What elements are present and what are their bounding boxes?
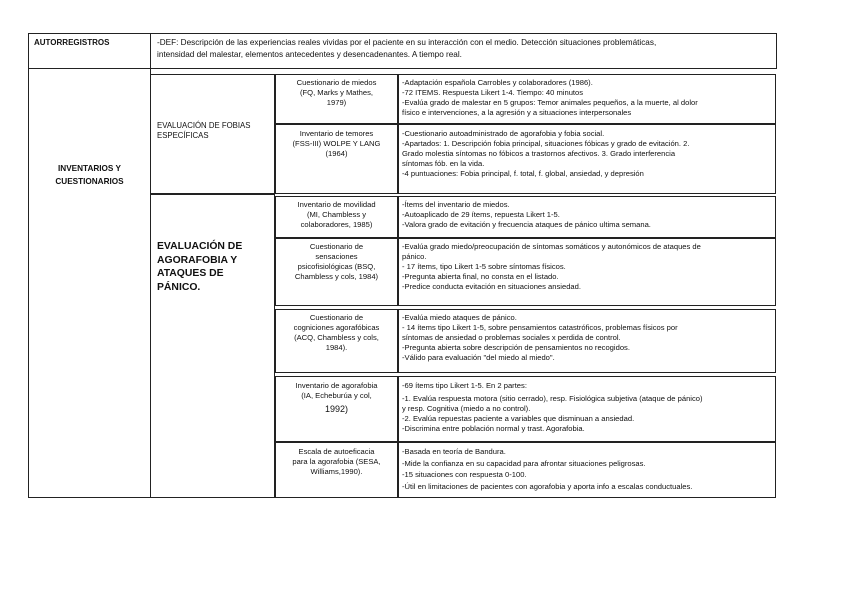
def-line: intensidad del malestar, elementos antecedentes y desencadenantes. A tiempo real. <box>157 50 462 59</box>
instrument-name-line: 1992) <box>324 404 349 414</box>
instrument-name-line: Cuestionario de miedos <box>296 78 377 87</box>
desc-line: Grado molestia síntomas no fóbicos a trastornos afectivos. 3. Grado interferencia <box>402 149 676 158</box>
instrument-description <box>402 129 689 179</box>
desc-line: físico e intervenciones, a la agresión y a situaciones interpersonales <box>402 108 632 117</box>
desc-line: -1. Evalúa respuesta motora (sitio cerrado), resp. Fisiológica subjetiva (ataque de pánico) <box>402 394 703 403</box>
section-label-cell <box>28 68 151 498</box>
desc-line: -4 puntuaciones: Fobia principal, f. total, f. global, ansiedad, y depresión <box>402 169 644 178</box>
instrument-description <box>402 313 678 363</box>
instrument-name-line: (IA, Echeburúa y col, <box>301 391 372 400</box>
desc-line: -Evalúa grado de malestar en 5 grupos: Temor animales pequeños, a la muerte, al dolor <box>402 98 698 107</box>
instrument-name-line: sensaciones <box>315 252 358 261</box>
instrument-name-line: 1984). <box>325 343 348 352</box>
instrument-name-line: Williams,1990). <box>310 467 363 476</box>
desc-line: -Autoaplicado de 29 ítems, repuesta Likert 1-5. <box>402 210 560 219</box>
instrument-name-line: (FQ, Marks y Mathes, <box>300 88 373 97</box>
desc-line: -Pregunta abierta final, no consta en el listado. <box>402 272 559 281</box>
desc-line: -Basada en teoría de Bandura. <box>402 447 506 456</box>
desc-line: -Valora grado de evitación y frecuencia ataques de pánico ultima semana. <box>402 220 651 229</box>
desc-line: -2. Evalúa repuestas paciente a variables que disminuan a ansiedad. <box>402 414 635 423</box>
desc-line: -Evalúa miedo ataques de pánico. <box>402 313 517 322</box>
autorregistros-definition <box>157 37 656 61</box>
desc-line: síntomas de ansiedad o problemas sociales x perdida de control. <box>402 333 621 342</box>
desc-line: -Discrimina entre población normal y trast. Agorafobia. <box>402 424 585 433</box>
instrument-name-line: Inventario de movilidad <box>297 200 376 209</box>
desc-line: -Adaptación española Carrobles y colaboradores (1986). <box>402 78 593 87</box>
instrument-name-line: Cuestionario de <box>309 313 364 322</box>
instrument-description <box>402 78 698 118</box>
section-label <box>28 162 151 188</box>
desc-line: y resp. Cognitiva (miedo a no control). <box>402 404 531 413</box>
instrument-name-line: Escala de autoeficacia <box>298 447 375 456</box>
instrument-name-line: (FSS-III) WOLPE Y LANG <box>292 139 381 148</box>
instrument-name-line: 1979) <box>326 98 347 107</box>
instrument-name-line: cogniciones agorafóbicas <box>293 323 380 332</box>
def-line: -DEF: Descripción de las experiencias reales vividas por el paciente en su interacción con el medio. Detección situaciones problemáticas, <box>157 38 657 47</box>
desc-line: - 14 ítems tipo Likert 1-5, sobre pensamientos catastróficos, problemas físicos por <box>402 323 678 332</box>
category-line: ATAQUES DE <box>157 268 224 279</box>
desc-line: -72 ITEMS. Respuesta Likert 1-4. Tiempo: 40 minutos <box>402 88 584 97</box>
instrument-name-line: (MI, Chambless y <box>306 210 367 219</box>
desc-line: -Evalúa grado miedo/preocupación de síntomas somáticos y autonómicos de ataques de <box>402 242 701 251</box>
instrument-description <box>402 446 692 492</box>
section-label-line: CUESTIONARIOS <box>55 177 124 186</box>
instrument-name-line: psicofisiológicas (BSQ, <box>297 262 376 271</box>
desc-line: -Cuestionario autoadministrado de agorafobia y fobia social. <box>402 129 605 138</box>
category-agorafobia <box>157 240 242 294</box>
section-label-line: INVENTARIOS Y <box>58 164 121 173</box>
desc-line: síntomas fób. en la vida. <box>402 159 485 168</box>
desc-line: -Mide la confianza en su capacidad para afrontar situaciones peligrosas. <box>402 458 646 468</box>
desc-line: -15 situaciones con respuesta 0-100. <box>402 470 527 479</box>
category-line: PÁNICO. <box>157 281 201 293</box>
category-line: EVALUACIÓN DE FOBIAS <box>157 121 251 130</box>
instrument-name <box>277 242 396 282</box>
desc-line: -Válido para evaluación "del miedo al miedo". <box>402 353 555 362</box>
instrument-name-line: Inventario de temores <box>299 129 374 138</box>
instrument-name-line: (ACQ, Chambless y cols, <box>294 333 379 342</box>
desc-line: -Pregunta abierta sobre descripción de pensamientos no recogidos. <box>402 343 630 352</box>
category-line: AGORAFOBIA Y <box>157 254 238 266</box>
desc-line: pánico. <box>402 252 427 261</box>
desc-line: - 17 ítems, tipo Likert 1-5 sobre síntomas físicos. <box>402 262 566 271</box>
autorregistros-label: AUTORREGISTROS <box>34 38 110 47</box>
instrument-description <box>402 200 651 230</box>
instrument-name <box>277 313 396 353</box>
instrument-name-line: (1964) <box>325 149 348 158</box>
desc-line: -69 ítems tipo Likert 1-5. En 2 partes: <box>402 381 527 390</box>
desc-line: -Predice conducta evitación en situaciones ansiedad. <box>402 282 581 291</box>
desc-line: -Apartados: 1. Descripción fobia principal, situaciones fóbicas y grado de evitación. 2. <box>402 139 690 148</box>
instrument-name <box>277 381 396 414</box>
instrument-name <box>277 129 396 159</box>
instrument-description <box>402 381 703 434</box>
instrument-name-line: para la agorafobia (SESA, <box>292 457 381 466</box>
category-line: ESPECÍFICAS <box>157 131 209 140</box>
desc-line: -Útil en limitaciones de pacientes con agorafobia y aporta info a escalas conductuales. <box>402 481 693 491</box>
instrument-name-line: Inventario de agorafobia <box>295 381 378 390</box>
category-fobias <box>157 121 250 141</box>
instrument-name <box>277 78 396 108</box>
instrument-name <box>277 200 396 230</box>
desc-line: -Ítems del inventario de miedos. <box>402 200 510 209</box>
instrument-name-line: Chambless y cols, 1984) <box>294 272 379 281</box>
category-line: EVALUACIÓN DE <box>157 241 243 252</box>
instrument-name <box>277 447 396 477</box>
instrument-description <box>402 242 701 292</box>
instrument-name-line: colaboradores, 1985) <box>300 220 373 229</box>
instrument-name-line: Cuestionario de <box>309 242 364 251</box>
